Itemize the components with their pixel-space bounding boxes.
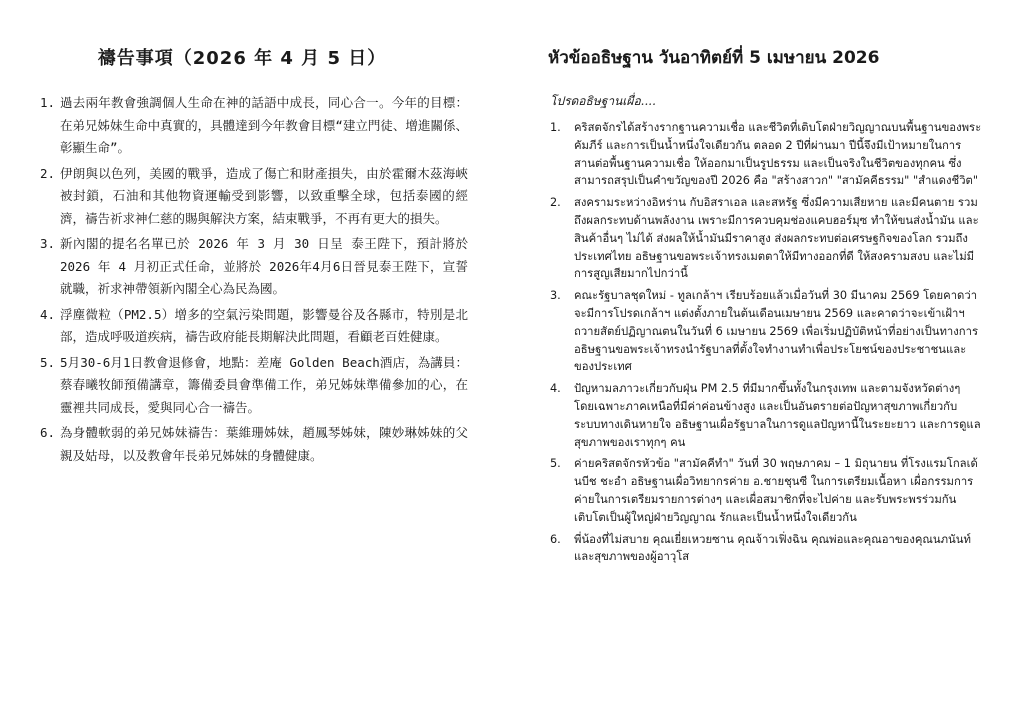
thai-prayer-list — [550, 119, 982, 570]
item-text: 5月30-6月1日教會退修會，地點：差庵 Golden Beach酒店，為講員：蔡春曦牧師預備講章，籌備委員會準備工作，弟兄姊妹準備參加的心，在靈裡共同成長，愛與同心合一禱告。 — [60, 354, 468, 415]
item-text: สงครามระหว่างอิหร่าน กับอิสราเอล และสหรัฐ ซึ่งมีความเสียหาย และมีคนตาย รวมถึงผลกระทบด้านพลังงาน เพราะมีการควบคุมช่องแคบฮอร์มุซ ทำให้ขนส่งน้ำมัน และสินค้าอื่นๆ ไม่ได้ ส่งผลให้น้ำมันมีราคาสูง ส่งผลกระทบต่อเศรษฐกิจของโลก รวมถึงประเทศไทย อธิษฐานขอพระเจ้าทรงเมตตาให้มีทางออกที่ดี ให้สงครามสงบ และไม่มีการสูญเสียมากไปกว่านี้ — [574, 196, 979, 281]
item-number: 3. — [550, 289, 561, 303]
item-number: 1. — [550, 121, 561, 134]
item-number: 4. — [550, 382, 561, 396]
list-item — [550, 287, 982, 376]
chinese-page-title: 禱告事項（2026 年 4 月 5 日） — [97, 48, 387, 69]
list-item — [550, 380, 982, 451]
item-number: 2. — [40, 165, 56, 181]
item-text: คริสตจักรได้สร้างรากฐานความเชื่อ และชีวิตที่เติบโตฝ่ายวิญญาณบนพื้นฐานของพระคัมภีร์ และการเป็นน้ำหนึ่งใจเดียวกัน ตลอด 2 ปีที่ผ่านมา ปีนี้จึงมีเป้าหมายในการสานต่อพื้นฐานความเชื่อ ให้ออกมาเป็นรูปธรรม และเป็นจริงในชีวิตของทุกคน ซึ่งสามารถสรุปเป็นคำขวัญของปี 2026 คือ "สร้างสาวก" "สามัคคีธรรม" "สำแดงชีวิต" — [574, 121, 982, 188]
item-text: 為身體軟弱的弟兄姊妹禱告：葉維珊姊妹，趙鳳琴姊妹，陳妙琳姊妹的父親及姑母，以及教會年長弟兄姊妹的身體健康。 — [60, 425, 468, 463]
item-text: 浮塵微粒（PM2.5）增多的空氣污染問題，影響曼谷及各縣市，特別是北部，造成呼吸道疾病，禱告政府能長期解決此問題，看顧老百姓健康。 — [60, 306, 468, 344]
list-item — [40, 92, 468, 160]
item-number: 5. — [40, 354, 56, 370]
item-text: 新內閣的提名名單已於 2026 年 3 月 30 日呈 泰王陛下，預計將於 2026 年 4 月初正式任命，並將於 2026年4月6日晉見泰王陛下，宣誓就職，祈求神帶領新內閣全心為民為國。 — [60, 236, 468, 296]
item-text: ค่ายคริสตจักรหัวข้อ "สามัคคีทำ" วันที่ 30 พฤษภาคม – 1 มิถุนายน ที่โรงแรมโกลเด้นบีช ชะอำ อธิษฐานเผื่อวิทยากรค่าย อ.ชายชุนซี ในการเตรียมเนื้อหา เผื่อกรรมการค่ายในการเตรียมรายการต่างๆ และเผื่อสมาชิกที่จะไปค่าย และรับพระพรร่วมกัน เติบโตเป็นผู้ใหญ่ฝ่ายวิญญาณ รักและเป็นน้ำหนึ่งใจเดียวกัน — [574, 457, 978, 524]
list-item — [40, 163, 468, 231]
list-item — [40, 233, 468, 301]
item-text: 過去兩年教會強調個人生命在神的話語中成長，同心合一。今年的目標：在弟兄姊妹生命中真實的，具體達到今年教會目標“建立門徒、增進關係、彰顯生命”。 — [60, 95, 468, 155]
list-item — [550, 194, 982, 283]
list-item — [550, 119, 982, 190]
item-number: 6. — [40, 425, 56, 440]
thai-page-title: หัวข้ออธิษฐาน วันอาทิตย์ที่ 5 เมษายน 2026 — [548, 48, 880, 68]
item-text: พี่น้องที่ไม่สบาย คุณเยี่ยเหวยซาน คุณจ้าวเฟิ่งฉิน คุณพ่อและคุณอาของคุณนภนันท์ และสุขภาพของผู้อาวุโส — [574, 532, 971, 564]
chinese-prayer-list — [40, 92, 468, 470]
item-number: 1. — [40, 95, 56, 110]
item-number: 4. — [40, 306, 56, 322]
item-text: คณะรัฐบาลชุดใหม่ - ทูลเกล้าฯ เรียบร้อยแล้วเมื่อวันที่ 30 มีนาคม 2569 โดยคาดว่าจะมีการโปรดเกล้าฯ แต่งตั้งภายในต้นเดือนเมษายน 2569 และคาดว่าจะเข้าเฝ้าฯ ถวายสัตย์ปฏิญาณตนในวันที่ 6 เมษายน 2569 เพื่อเริ่มปฏิบัติหน้าที่อย่างเป็นทางการ อธิษฐานขอพระเจ้าทรงนำรัฐบาลที่ตั้งใจทำงานทำเพื่อประโยชน์ของประชาชนและของประเทศ — [574, 289, 979, 374]
item-text: ปัญหามลภาวะเกี่ยวกับฝุ่น PM 2.5 ที่มีมากขึ้นทั้งในกรุงเทพ และตามจังหวัดต่างๆ โดยเฉพาะภาคเหนือที่มีค่าค่อนข้างสูง และเป็นอันตรายต่อปัญหาสุขภาพเกี่ยวกับระบบทางเดินหายใจ อธิษฐานเผื่อรัฐบาลในการดูแลปัญหานี้ในระยะยาว และการดูแลสุขภาพของเราทุกๆ คน — [574, 382, 981, 449]
thai-intro-text: โปรดอธิษฐานเผื่อ.... — [550, 94, 656, 108]
list-item — [550, 455, 982, 526]
list-item — [40, 422, 468, 467]
list-item — [40, 352, 468, 420]
item-number: 2. — [550, 196, 561, 210]
item-number: 5. — [550, 457, 561, 471]
item-number: 6. — [550, 532, 561, 546]
item-number: 3. — [40, 236, 56, 251]
list-item — [40, 304, 468, 349]
item-text: 伊朗與以色列，美國的戰爭，造成了傷亡和財產損失，由於霍爾木茲海峽被封鎖，石油和其他物資運輸受到影響，以致重擊全球，包括泰國的經濟，禱告祈求神仁慈的賜與解決方案，結束戰爭，不再有更大的損失。 — [60, 165, 468, 226]
list-item — [550, 531, 982, 567]
